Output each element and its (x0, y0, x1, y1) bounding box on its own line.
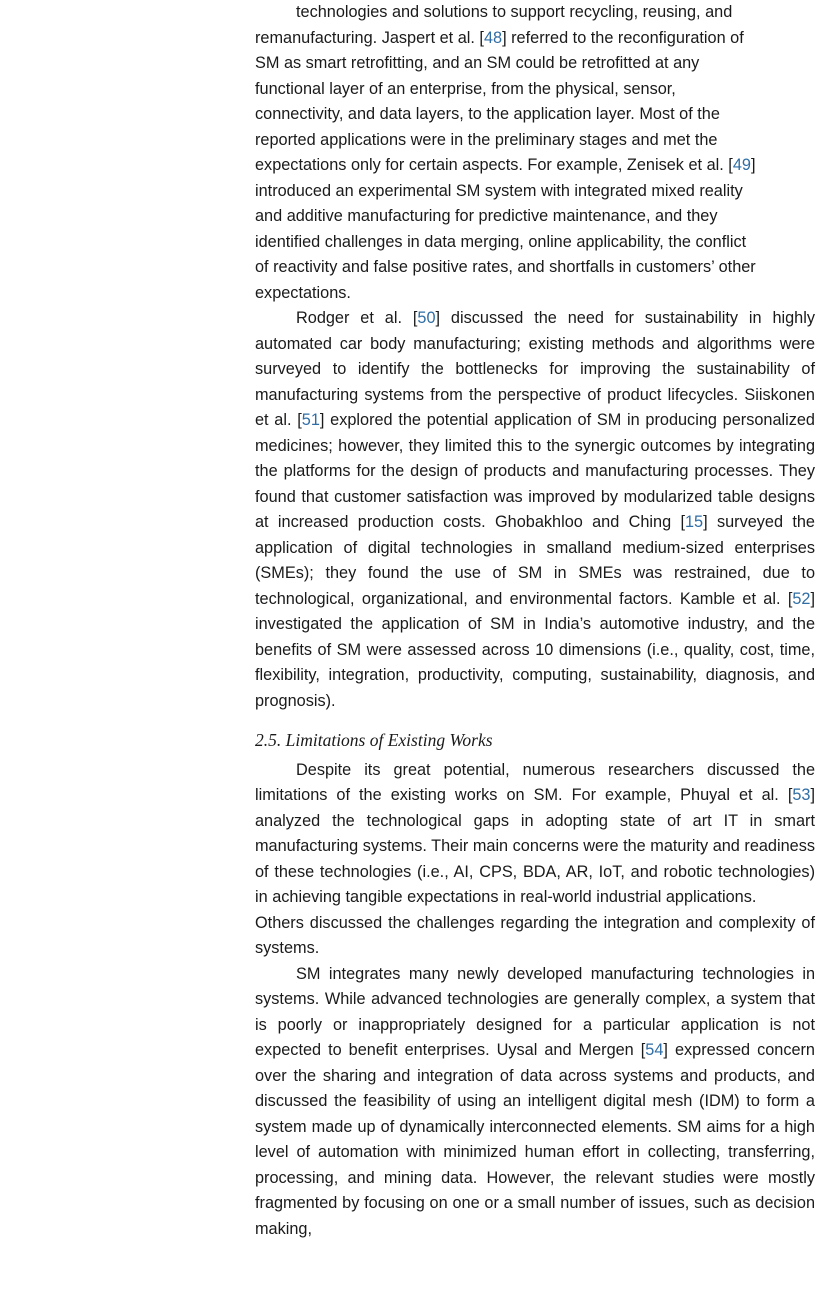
section-heading: 2.5. Limitations of Existing Works (255, 730, 493, 750)
line: expectations only for certain aspects. For example, Zenisek et al. [49] (255, 156, 756, 174)
line: of reactivity and false positive rates, and shortfalls in customers’ other (255, 258, 756, 276)
citation-49[interactable]: 49 (732, 156, 751, 174)
citation-51[interactable]: 51 (301, 411, 320, 429)
line: SM as smart retrofitting, and an SM could be retrofitted at any (255, 54, 700, 72)
paragraph-3: Despite its great potential, numerous researchers discussed the limitations of the existing works on SM. For example, Phuyal et al. [53] analyzed the technological gaps in adopting state of art IT in smart manufacturing systems. Their main concerns were the maturity and readiness of these technologies (i.e., AI, CPS, BDA, AR, IoT, and robotic technologies) in achieving tangible expectations in real-world industrial applications. (255, 760, 815, 906)
line: remanufacturing. Jaspert et al. [48] referred to the reconfiguration of (255, 28, 744, 47)
citation-54[interactable]: 54 (645, 1041, 664, 1059)
paragraph-5: SM integrates many newly developed manufacturing technologies in systems. While advanced technologies are generally complex, a system that is poorly or inappropriately designed for a particular application is not expected to benefit enterprises. Uysal and Mergen [54] expressed concern over the sharing and integration of data across systems and products, and discussed the feasibility of using an intelligent digital mesh (IDM) to form a system made up of dynamically interconnected elements. SM aims for a high level of automation with minimized human effort in collecting, transferring, processing, and mining data. However, the relevant studies were mostly fragmented by focusing on one or a small number of issues, such as decision making, (255, 964, 815, 1238)
line: functional layer of an enterprise, from the physical, sensor, (255, 79, 676, 98)
line: and additive manufacturing for predictive maintenance, and they (255, 207, 718, 225)
line: expectations. (255, 283, 351, 302)
citation-50[interactable]: 50 (417, 309, 436, 327)
paragraph-4: Others discussed the challenges regarding the integration and complexity of systems. (255, 913, 815, 957)
citation-53[interactable]: 53 (792, 786, 811, 804)
line: identified challenges in data merging, online applicability, the conflict (255, 232, 747, 251)
paragraph-2: Rodger et al. [50] discussed the need for sustainability in highly automated car body manufacturing; existing methods and algorithms were surveyed to identify the bottlenecks for improving the sustainability of manufacturing systems from the perspective of product lifecycles. Siiskonen et al. [51] explored the potential application of SM in producing personalized medicines; however, they limited this to the synergic outcomes by integrating the platforms for the design of products and manufacturing processes. They found that customer satisfaction was improved by modularized table designs at increased production costs. Ghobakhloo and Ching [15] surveyed the application of digital technologies in smalland medium-sized enterprises (SMEs); they found the use of SM in SMEs was restrained, due to technological, organizational, and environmental factors. Kamble et al. [52] investigated the application of SM in India’s automotive industry, and the benefits of SM were assessed across 10 dimensions (i.e., quality, cost, time, flexibility, integration, productivity, computing, sustainability, diagnosis, and prognosis). (255, 309, 815, 710)
citation-15[interactable]: 15 (685, 513, 704, 531)
line: introduced an experimental SM system with integrated mixed reality (255, 181, 743, 200)
line: connectivity, and data layers, to the application layer. Most of the (255, 105, 720, 123)
paragraph-1 (255, 0, 815, 306)
citation-52[interactable]: 52 (792, 589, 811, 608)
citation-48[interactable]: 48 (483, 28, 503, 47)
line: reported applications were in the preliminary stages and met the (255, 130, 718, 149)
paper-page (255, 0, 815, 1242)
line: technologies and solutions to support recycling, reusing, and (296, 3, 733, 21)
